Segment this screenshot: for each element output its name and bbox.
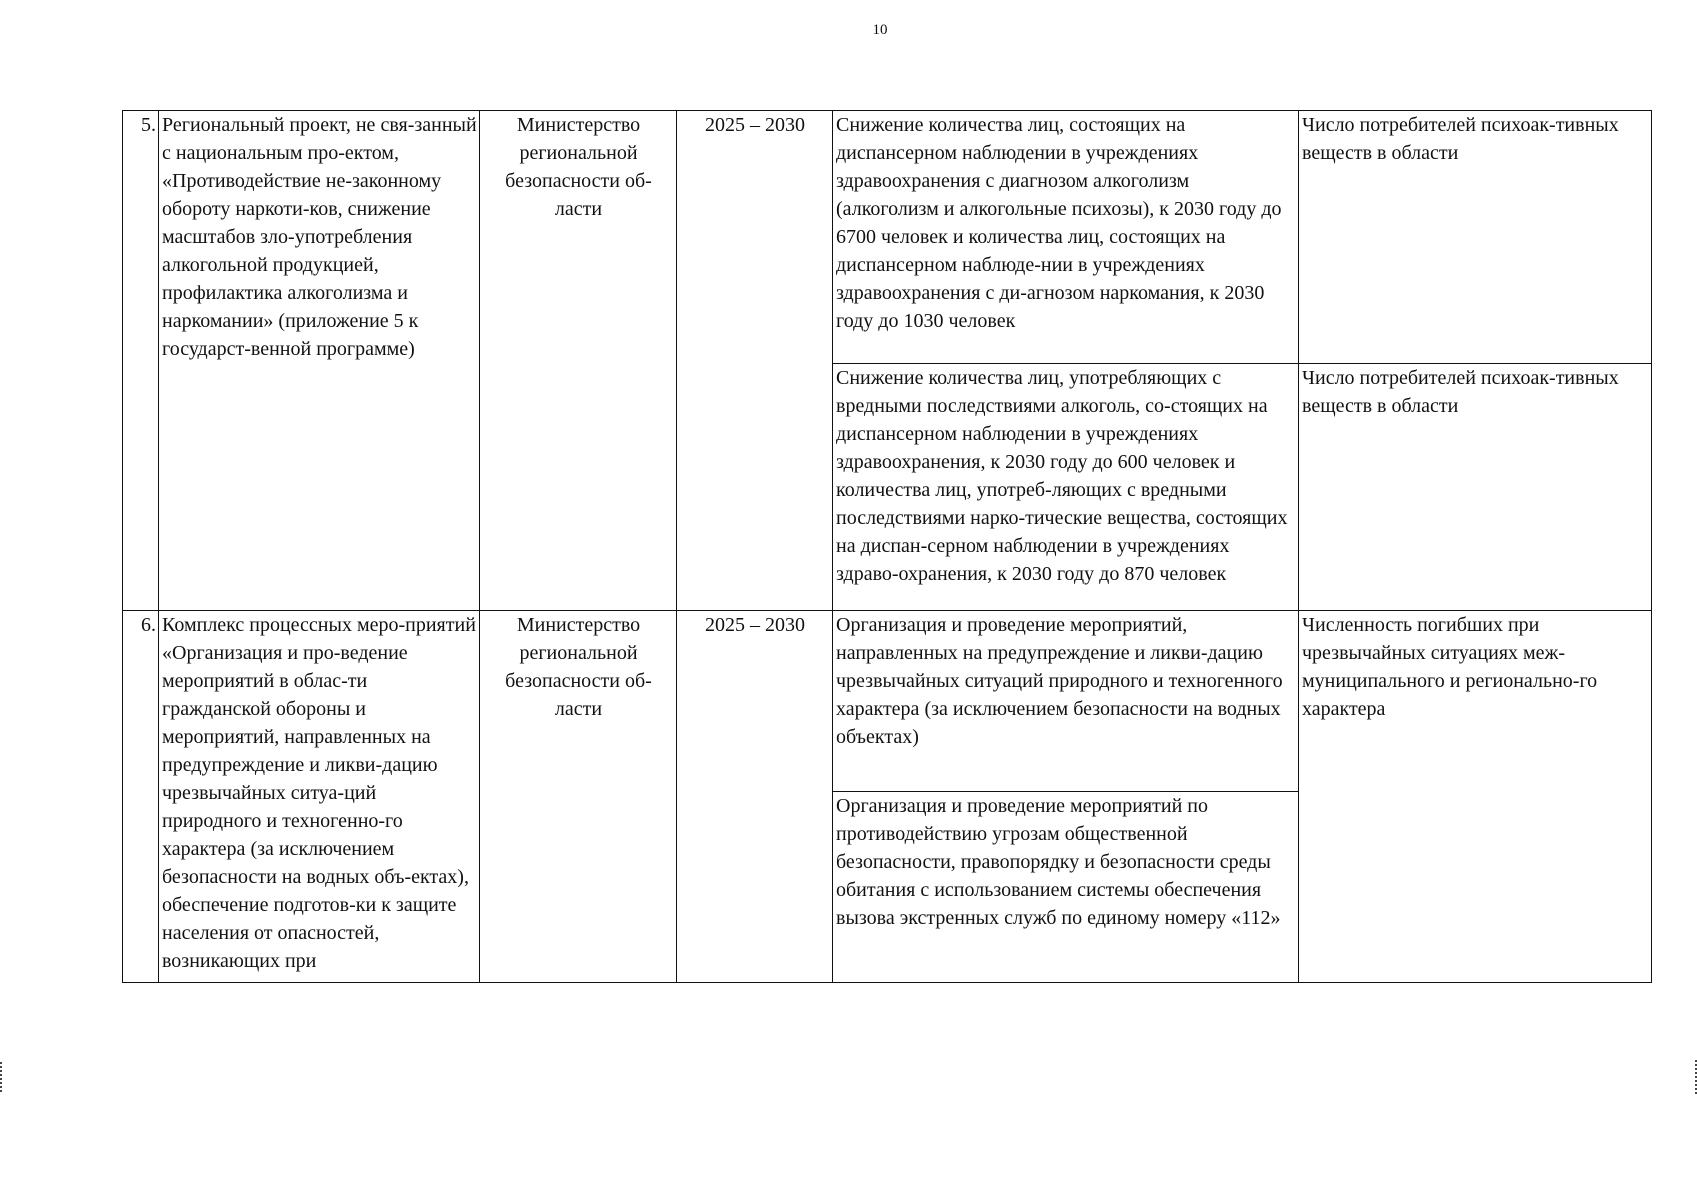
scan-edge-mark [1693,1060,1697,1094]
period: 2025 – 2030 [677,111,833,611]
goal-cell: Организация и проведение мероприятий по противодействию угрозам общественной безопасности, правопорядку и безопасности среды обитания с использованием системы обеспечения вызова экстренных служб по единому номеру «112» [833,792,1299,983]
project-name: Комплекс процессных меро-приятий «Организация и про-ведение мероприятий в облас-ти гражданской обороны и мероприятий, направленных на предупреждение и ликви-дацию чрезвычайных ситуа-ций природного и техногенно-го характера (за исключением безопасности на водных объ-ектах), обеспечение подготов-ки к защите населения от опасностей, возникающих при [159,611,480,983]
program-table [122,110,1652,983]
row-number: 5. [123,111,159,611]
project-name: Региональный проект, не свя-занный с национальным про-ектом, «Противодействие не-законному обороту наркоти-ков, снижение масштабов зло-употребления алкогольной продукцией, профилактика алкоголизма и наркомании» (приложение 5 к государст-венной программе) [159,111,480,611]
period: 2025 – 2030 [677,611,833,983]
responsible-body: Министерство региональной безопасности об-ласти [480,111,677,611]
indicator-cell: Число потребителей психоак-тивных веществ в области [1299,111,1652,364]
page-number: 10 [872,22,888,38]
indicator-cell: Численность погибших при чрезвычайных ситуациях меж-муниципального и регионально-го характера [1299,611,1652,983]
goal-cell: Снижение количества лиц, употребляющих с вредными последствиями алкоголь, со-стоящих на диспансерном наблюдении в учреждениях здравоохранения, к 2030 году до 600 человек и количества лиц, употреб-ляющих с вредными последствиями нарко-тические вещества, состоящих на диспан-серном наблюдении в учреждениях здраво-охранения, к 2030 году до 870 человек [833,364,1299,611]
indicator-cell: Число потребителей психоак-тивных веществ в области [1299,364,1652,611]
goal-cell: Снижение количества лиц, состоящих на диспансерном наблюдении в учреждениях здравоохранения с диагнозом алкоголизм (алкоголизм и алкогольные психозы), к 2030 году до 6700 человек и количества лиц, состоящих на диспансерном наблюде-нии в учреждениях здравоохранения с ди-агнозом наркомания, к 2030 году до 1030 человек [833,111,1299,364]
table-row [123,611,1652,792]
responsible-body: Министерство региональной безопасности об-ласти [480,611,677,983]
row-number: 6. [123,611,159,983]
table-row [123,111,1652,364]
goal-cell: Организация и проведение мероприятий, направленных на предупреждение и ликви-дацию чрезвычайных ситуаций природного и техногенного характера (за исключением безопасности на водных объектах) [833,611,1299,792]
scan-edge-mark [0,1062,4,1092]
